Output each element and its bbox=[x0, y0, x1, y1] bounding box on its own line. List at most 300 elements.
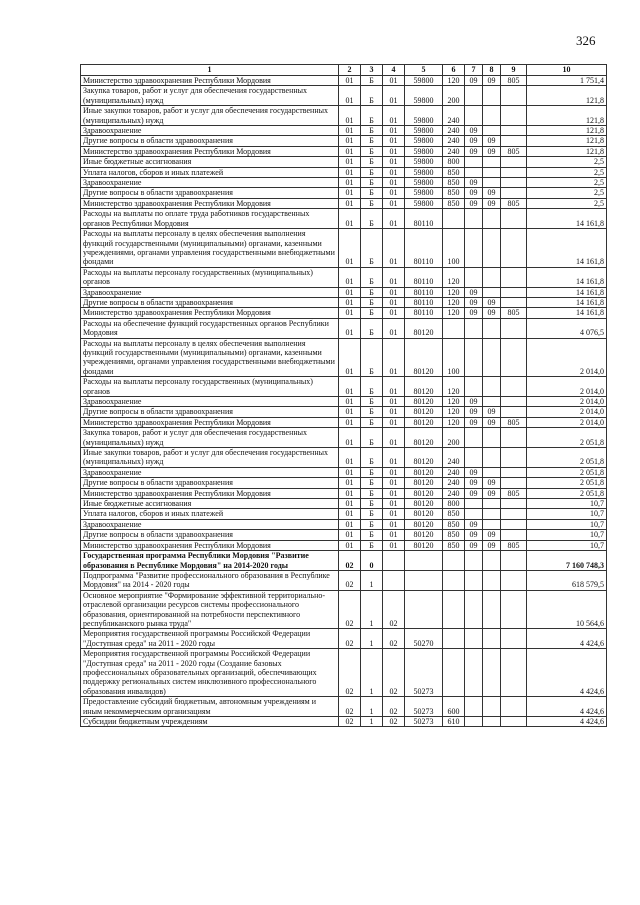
code-event: 02 bbox=[383, 629, 405, 649]
code-section bbox=[465, 106, 483, 126]
code-section bbox=[465, 318, 483, 338]
row-name: Мероприятия государственной программы Российской Федерации "Доступная среда" на 2011 - 2020 годы (Создание базовых профессиональных образовательных организаций, обеспечивающих поддержку региональных систем инклюзивного профессионального образования инвалидов) bbox=[81, 649, 339, 697]
code-ministry bbox=[501, 136, 527, 146]
row-name: Здравоохранение bbox=[81, 467, 339, 477]
code-ministry bbox=[501, 178, 527, 188]
code-event: 01 bbox=[383, 338, 405, 377]
code-program: 02 bbox=[339, 570, 361, 590]
page-number: 326 bbox=[576, 33, 596, 48]
code-expense-type bbox=[443, 570, 465, 590]
code-subsection: 09 bbox=[483, 297, 501, 307]
code-ministry bbox=[501, 338, 527, 377]
row-amount: 10,7 bbox=[527, 540, 607, 550]
code-direction bbox=[405, 551, 443, 571]
code-direction: 80120 bbox=[405, 318, 443, 338]
row-name: Министерство здравоохранения Республики Мордовия bbox=[81, 146, 339, 156]
table-row bbox=[81, 167, 607, 177]
row-name: Здравоохранение bbox=[81, 287, 339, 297]
code-program: 02 bbox=[339, 717, 361, 727]
code-subprogram: Б bbox=[361, 509, 383, 519]
row-amount: 4 424,6 bbox=[527, 649, 607, 697]
table-row bbox=[81, 198, 607, 208]
code-event: 01 bbox=[383, 178, 405, 188]
code-direction: 59800 bbox=[405, 178, 443, 188]
row-amount: 121,8 bbox=[527, 86, 607, 106]
code-section: 09 bbox=[465, 417, 483, 427]
code-section: 09 bbox=[465, 478, 483, 488]
table-row bbox=[81, 540, 607, 550]
code-subsection bbox=[483, 377, 501, 397]
code-ministry bbox=[501, 448, 527, 468]
code-subprogram: Б bbox=[361, 146, 383, 156]
code-program: 02 bbox=[339, 649, 361, 697]
code-expense-type: 850 bbox=[443, 540, 465, 550]
code-expense-type: 240 bbox=[443, 146, 465, 156]
row-name: Расходы на выплаты персоналу государственных (муниципальных) органов bbox=[81, 377, 339, 397]
code-program: 01 bbox=[339, 509, 361, 519]
row-amount: 4 424,6 bbox=[527, 717, 607, 727]
code-section: 09 bbox=[465, 407, 483, 417]
code-ministry bbox=[501, 397, 527, 407]
code-subprogram: Б bbox=[361, 488, 383, 498]
row-amount: 2 051,8 bbox=[527, 478, 607, 488]
table-row bbox=[81, 407, 607, 417]
code-section bbox=[465, 590, 483, 629]
code-ministry bbox=[501, 428, 527, 448]
code-direction: 50273 bbox=[405, 697, 443, 717]
code-direction bbox=[405, 570, 443, 590]
code-direction: 80120 bbox=[405, 509, 443, 519]
table-row bbox=[81, 478, 607, 488]
row-amount: 2 014,0 bbox=[527, 417, 607, 427]
code-ministry bbox=[501, 209, 527, 229]
code-expense-type bbox=[443, 649, 465, 697]
code-subsection bbox=[483, 229, 501, 268]
table-row bbox=[81, 629, 607, 649]
code-event: 01 bbox=[383, 519, 405, 529]
code-subsection bbox=[483, 448, 501, 468]
row-amount: 2 014,0 bbox=[527, 397, 607, 407]
code-event: 01 bbox=[383, 188, 405, 198]
row-amount: 121,8 bbox=[527, 146, 607, 156]
row-amount: 10,7 bbox=[527, 499, 607, 509]
code-section bbox=[465, 649, 483, 697]
row-amount: 121,8 bbox=[527, 106, 607, 126]
row-name: Расходы на обеспечение функций государственных органов Республики Мордовия bbox=[81, 318, 339, 338]
code-ministry bbox=[501, 551, 527, 571]
row-amount: 2,5 bbox=[527, 198, 607, 208]
table-row bbox=[81, 267, 607, 287]
code-subprogram: Б bbox=[361, 209, 383, 229]
code-direction: 80120 bbox=[405, 407, 443, 417]
code-direction bbox=[405, 590, 443, 629]
code-expense-type: 100 bbox=[443, 338, 465, 377]
row-amount: 2,5 bbox=[527, 157, 607, 167]
code-subsection bbox=[483, 267, 501, 287]
code-subsection bbox=[483, 570, 501, 590]
code-program: 01 bbox=[339, 318, 361, 338]
row-amount: 10 564,6 bbox=[527, 590, 607, 629]
code-subprogram: Б bbox=[361, 467, 383, 477]
code-expense-type bbox=[443, 318, 465, 338]
code-direction: 59800 bbox=[405, 76, 443, 86]
code-subprogram: 1 bbox=[361, 570, 383, 590]
code-program: 01 bbox=[339, 338, 361, 377]
code-ministry: 805 bbox=[501, 540, 527, 550]
row-amount: 2,5 bbox=[527, 178, 607, 188]
code-event: 01 bbox=[383, 478, 405, 488]
code-subprogram: Б bbox=[361, 76, 383, 86]
table-row bbox=[81, 377, 607, 397]
code-direction: 50273 bbox=[405, 717, 443, 727]
code-event: 01 bbox=[383, 209, 405, 229]
code-program: 01 bbox=[339, 229, 361, 268]
code-event: 01 bbox=[383, 377, 405, 397]
code-program: 01 bbox=[339, 478, 361, 488]
code-program: 01 bbox=[339, 76, 361, 86]
code-event: 01 bbox=[383, 308, 405, 318]
code-ministry bbox=[501, 86, 527, 106]
code-program: 01 bbox=[339, 488, 361, 498]
table-row bbox=[81, 397, 607, 407]
row-name: Министерство здравоохранения Республики Мордовия bbox=[81, 417, 339, 427]
code-expense-type: 200 bbox=[443, 86, 465, 106]
code-expense-type: 850 bbox=[443, 519, 465, 529]
col-header: 4 bbox=[383, 65, 405, 76]
code-expense-type: 120 bbox=[443, 308, 465, 318]
code-section: 09 bbox=[465, 76, 483, 86]
code-expense-type: 240 bbox=[443, 126, 465, 136]
table-row bbox=[81, 188, 607, 198]
code-subsection: 09 bbox=[483, 198, 501, 208]
code-event: 01 bbox=[383, 198, 405, 208]
code-subsection bbox=[483, 106, 501, 126]
code-section: 09 bbox=[465, 178, 483, 188]
code-subsection: 09 bbox=[483, 530, 501, 540]
row-amount: 2 051,8 bbox=[527, 467, 607, 477]
code-subprogram: Б bbox=[361, 287, 383, 297]
code-expense-type: 850 bbox=[443, 167, 465, 177]
row-amount: 121,8 bbox=[527, 136, 607, 146]
row-name: Иные закупки товаров, работ и услуг для обеспечения государственных (муниципальных) нужд bbox=[81, 106, 339, 126]
code-subprogram: Б bbox=[361, 297, 383, 307]
code-expense-type: 120 bbox=[443, 417, 465, 427]
code-subprogram: Б bbox=[361, 229, 383, 268]
code-subprogram: Б bbox=[361, 499, 383, 509]
table-row bbox=[81, 136, 607, 146]
col-header: 9 bbox=[501, 65, 527, 76]
table-row bbox=[81, 318, 607, 338]
code-direction: 80110 bbox=[405, 209, 443, 229]
row-name: Другие вопросы в области здравоохранения bbox=[81, 297, 339, 307]
code-expense-type: 240 bbox=[443, 136, 465, 146]
code-subsection bbox=[483, 397, 501, 407]
row-name: Министерство здравоохранения Республики Мордовия bbox=[81, 308, 339, 318]
code-subsection bbox=[483, 509, 501, 519]
code-subprogram: Б bbox=[361, 519, 383, 529]
table-body bbox=[81, 76, 607, 727]
table-row bbox=[81, 308, 607, 318]
code-section bbox=[465, 209, 483, 229]
row-name: Уплата налогов, сборов и иных платежей bbox=[81, 509, 339, 519]
code-event: 01 bbox=[383, 287, 405, 297]
code-expense-type: 200 bbox=[443, 428, 465, 448]
code-expense-type: 610 bbox=[443, 717, 465, 727]
code-subprogram: Б bbox=[361, 318, 383, 338]
row-amount: 2 014,0 bbox=[527, 407, 607, 417]
code-section: 09 bbox=[465, 126, 483, 136]
code-ministry bbox=[501, 318, 527, 338]
code-ministry: 805 bbox=[501, 146, 527, 156]
code-direction: 59800 bbox=[405, 188, 443, 198]
code-ministry bbox=[501, 106, 527, 126]
code-expense-type: 120 bbox=[443, 267, 465, 287]
code-expense-type: 100 bbox=[443, 229, 465, 268]
table-row bbox=[81, 338, 607, 377]
code-program: 01 bbox=[339, 428, 361, 448]
code-subprogram: Б bbox=[361, 397, 383, 407]
row-name: Другие вопросы в области здравоохранения bbox=[81, 478, 339, 488]
code-direction: 80120 bbox=[405, 467, 443, 477]
code-direction: 59800 bbox=[405, 146, 443, 156]
code-section: 09 bbox=[465, 519, 483, 529]
code-subsection bbox=[483, 590, 501, 629]
code-event: 01 bbox=[383, 146, 405, 156]
code-section: 09 bbox=[465, 198, 483, 208]
row-amount: 10,7 bbox=[527, 530, 607, 540]
code-expense-type: 120 bbox=[443, 397, 465, 407]
row-amount: 2 051,8 bbox=[527, 428, 607, 448]
code-direction: 80120 bbox=[405, 519, 443, 529]
row-amount: 14 161,8 bbox=[527, 287, 607, 297]
code-section bbox=[465, 86, 483, 106]
code-event: 01 bbox=[383, 407, 405, 417]
table-row bbox=[81, 417, 607, 427]
code-event: 01 bbox=[383, 499, 405, 509]
code-event bbox=[383, 551, 405, 571]
table-row bbox=[81, 229, 607, 268]
row-name: Расходы на выплаты персоналу в целях обеспечения выполнения функций государственными (муниципальными) органами, казенными учреждениями, органами управления государственными внебюджетными фондами bbox=[81, 338, 339, 377]
code-direction: 59800 bbox=[405, 198, 443, 208]
code-event: 01 bbox=[383, 428, 405, 448]
code-ministry bbox=[501, 229, 527, 268]
code-expense-type: 600 bbox=[443, 697, 465, 717]
table-row bbox=[81, 287, 607, 297]
row-name: Мероприятия государственной программы Российской Федерации "Доступная среда" на 2011 - 2020 годы bbox=[81, 629, 339, 649]
code-event: 01 bbox=[383, 297, 405, 307]
code-subprogram: Б bbox=[361, 126, 383, 136]
code-direction: 80120 bbox=[405, 417, 443, 427]
code-direction: 59800 bbox=[405, 126, 443, 136]
code-program: 01 bbox=[339, 519, 361, 529]
code-direction: 80120 bbox=[405, 499, 443, 509]
code-direction: 80120 bbox=[405, 428, 443, 448]
code-subprogram: Б bbox=[361, 530, 383, 540]
code-program: 01 bbox=[339, 178, 361, 188]
code-program: 01 bbox=[339, 126, 361, 136]
table-row bbox=[81, 297, 607, 307]
code-subprogram: Б bbox=[361, 178, 383, 188]
code-ministry bbox=[501, 377, 527, 397]
row-name: Закупка товаров, работ и услуг для обеспечения государственных (муниципальных) нужд bbox=[81, 428, 339, 448]
row-name: Расходы на выплаты персоналу государственных (муниципальных) органов bbox=[81, 267, 339, 287]
code-expense-type: 240 bbox=[443, 467, 465, 477]
code-subsection: 09 bbox=[483, 407, 501, 417]
code-section bbox=[465, 157, 483, 167]
table-row bbox=[81, 717, 607, 727]
code-event bbox=[383, 570, 405, 590]
row-amount: 2 051,8 bbox=[527, 448, 607, 468]
row-name: Расходы на выплаты по оплате труда работников государственных органов Республики Мордовия bbox=[81, 209, 339, 229]
table-row bbox=[81, 126, 607, 136]
code-section: 09 bbox=[465, 136, 483, 146]
code-expense-type: 120 bbox=[443, 377, 465, 397]
code-subsection bbox=[483, 428, 501, 448]
row-name: Другие вопросы в области здравоохранения bbox=[81, 136, 339, 146]
code-event: 01 bbox=[383, 86, 405, 106]
code-program: 01 bbox=[339, 136, 361, 146]
code-event: 01 bbox=[383, 509, 405, 519]
table-row bbox=[81, 519, 607, 529]
row-name: Министерство здравоохранения Республики Мордовия bbox=[81, 198, 339, 208]
row-amount: 14 161,8 bbox=[527, 297, 607, 307]
row-amount: 2 051,8 bbox=[527, 488, 607, 498]
code-subsection bbox=[483, 126, 501, 136]
code-subsection bbox=[483, 649, 501, 697]
row-name: Другие вопросы в области здравоохранения bbox=[81, 530, 339, 540]
code-subsection: 09 bbox=[483, 188, 501, 198]
code-direction: 80120 bbox=[405, 530, 443, 540]
code-subprogram: Б bbox=[361, 167, 383, 177]
code-section bbox=[465, 697, 483, 717]
code-event: 01 bbox=[383, 136, 405, 146]
row-name: Министерство здравоохранения Республики Мордовия bbox=[81, 488, 339, 498]
row-amount: 1 751,4 bbox=[527, 76, 607, 86]
table-row bbox=[81, 146, 607, 156]
code-subsection bbox=[483, 318, 501, 338]
col-header: 10 bbox=[527, 65, 607, 76]
row-name: Субсидии бюджетным учреждениям bbox=[81, 717, 339, 727]
table-row bbox=[81, 530, 607, 540]
code-expense-type: 240 bbox=[443, 478, 465, 488]
code-subsection bbox=[483, 629, 501, 649]
code-program: 01 bbox=[339, 146, 361, 156]
code-subsection bbox=[483, 178, 501, 188]
code-ministry bbox=[501, 188, 527, 198]
row-amount: 618 579,5 bbox=[527, 570, 607, 590]
code-ministry: 805 bbox=[501, 198, 527, 208]
code-event: 01 bbox=[383, 267, 405, 287]
code-expense-type bbox=[443, 590, 465, 629]
table-row bbox=[81, 448, 607, 468]
code-program: 02 bbox=[339, 551, 361, 571]
row-name: Министерство здравоохранения Республики Мордовия bbox=[81, 76, 339, 86]
code-subsection bbox=[483, 86, 501, 106]
table-row bbox=[81, 209, 607, 229]
code-event: 01 bbox=[383, 167, 405, 177]
code-section: 09 bbox=[465, 540, 483, 550]
table-row bbox=[81, 509, 607, 519]
code-subsection bbox=[483, 717, 501, 727]
code-event: 01 bbox=[383, 540, 405, 550]
budget-table bbox=[80, 64, 607, 727]
code-subprogram: Б bbox=[361, 86, 383, 106]
code-direction: 50270 bbox=[405, 629, 443, 649]
code-ministry bbox=[501, 509, 527, 519]
row-amount: 4 424,6 bbox=[527, 629, 607, 649]
code-subsection bbox=[483, 499, 501, 509]
code-subprogram: Б bbox=[361, 338, 383, 377]
code-section: 09 bbox=[465, 308, 483, 318]
code-subsection: 09 bbox=[483, 417, 501, 427]
row-name: Другие вопросы в области здравоохранения bbox=[81, 188, 339, 198]
code-expense-type: 240 bbox=[443, 488, 465, 498]
table-row bbox=[81, 649, 607, 697]
code-ministry bbox=[501, 167, 527, 177]
code-subsection bbox=[483, 551, 501, 571]
code-ministry: 805 bbox=[501, 488, 527, 498]
col-header: 8 bbox=[483, 65, 501, 76]
row-name: Здравоохранение bbox=[81, 178, 339, 188]
row-name: Закупка товаров, работ и услуг для обеспечения государственных (муниципальных) нужд bbox=[81, 86, 339, 106]
code-ministry bbox=[501, 478, 527, 488]
code-section: 09 bbox=[465, 530, 483, 540]
code-event: 01 bbox=[383, 448, 405, 468]
code-subsection bbox=[483, 467, 501, 477]
code-subprogram: 1 bbox=[361, 649, 383, 697]
code-event: 01 bbox=[383, 76, 405, 86]
code-section bbox=[465, 499, 483, 509]
code-ministry bbox=[501, 649, 527, 697]
code-subprogram: Б bbox=[361, 267, 383, 287]
row-amount: 7 160 748,3 bbox=[527, 551, 607, 571]
row-name: Уплата налогов, сборов и иных платежей bbox=[81, 167, 339, 177]
code-event: 01 bbox=[383, 318, 405, 338]
code-subprogram: Б bbox=[361, 377, 383, 397]
table-row bbox=[81, 488, 607, 498]
code-subsection bbox=[483, 287, 501, 297]
code-ministry bbox=[501, 267, 527, 287]
code-program: 01 bbox=[339, 209, 361, 229]
code-expense-type: 120 bbox=[443, 287, 465, 297]
col-header: 6 bbox=[443, 65, 465, 76]
row-amount: 10,7 bbox=[527, 509, 607, 519]
code-ministry: 805 bbox=[501, 76, 527, 86]
code-subsection bbox=[483, 697, 501, 717]
code-subprogram: 1 bbox=[361, 629, 383, 649]
row-name: Расходы на выплаты персоналу в целях обеспечения выполнения функций государственными (муниципальными) органами, казенными учреждениями, органами управления государственными внебюджетными фондами bbox=[81, 229, 339, 268]
code-ministry bbox=[501, 126, 527, 136]
table-row bbox=[81, 428, 607, 448]
code-subprogram: 1 bbox=[361, 697, 383, 717]
code-direction: 80120 bbox=[405, 397, 443, 407]
table-row bbox=[81, 467, 607, 477]
row-amount: 2,5 bbox=[527, 167, 607, 177]
table-row bbox=[81, 76, 607, 86]
col-header: 2 bbox=[339, 65, 361, 76]
code-direction: 80110 bbox=[405, 297, 443, 307]
code-program: 01 bbox=[339, 407, 361, 417]
code-event: 01 bbox=[383, 530, 405, 540]
code-event: 02 bbox=[383, 697, 405, 717]
code-event: 02 bbox=[383, 717, 405, 727]
table-row bbox=[81, 106, 607, 126]
col-header: 3 bbox=[361, 65, 383, 76]
code-ministry bbox=[501, 499, 527, 509]
code-expense-type: 120 bbox=[443, 297, 465, 307]
code-section bbox=[465, 448, 483, 468]
code-program: 01 bbox=[339, 499, 361, 509]
